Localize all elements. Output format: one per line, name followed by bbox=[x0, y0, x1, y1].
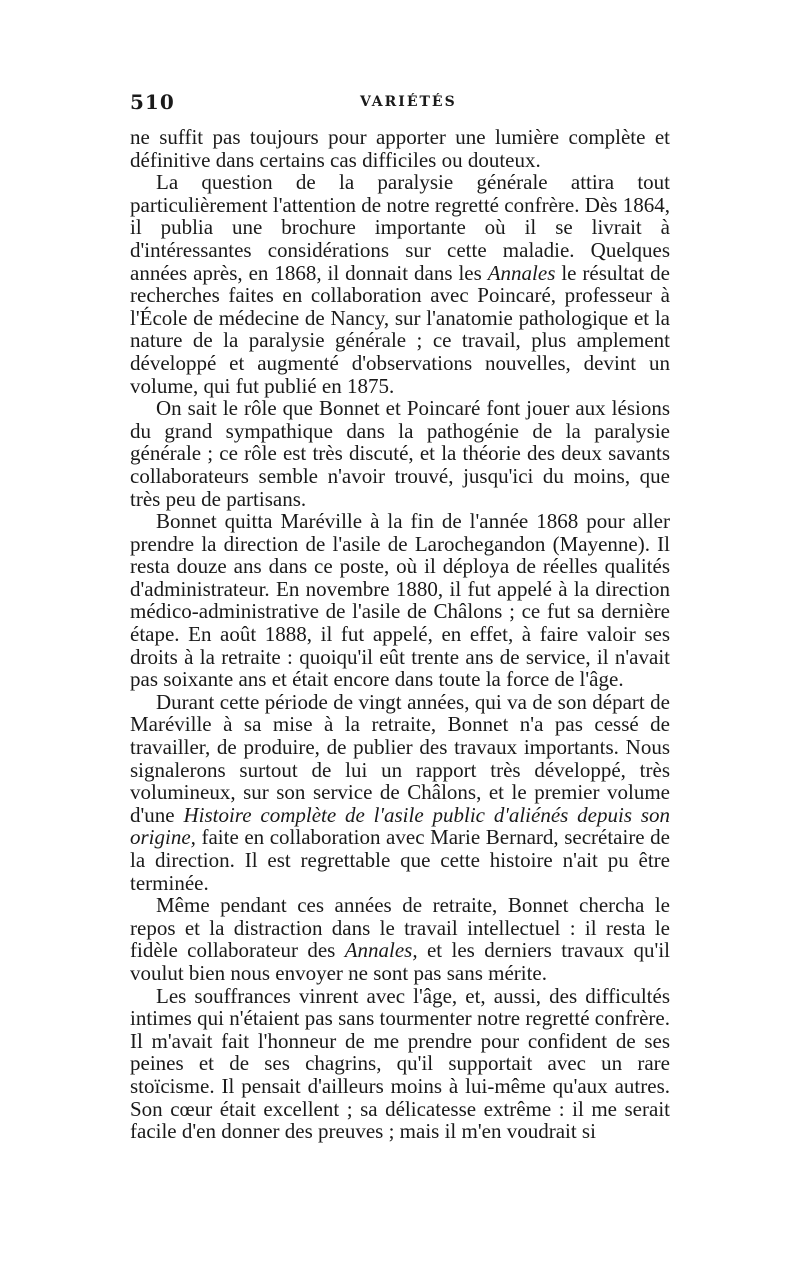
paragraph bbox=[130, 894, 670, 984]
paragraph-text: Durant cette période de vingt années, qui va de son départ de Maréville à sa mise à la retraite, Bonnet n'a pas cessé de travailler, de produire, de publier des travaux importants. Nous signalerons surtout de lui un rapport très développé, très volumineux, sur son service de Châlons, et le premier volume d'une bbox=[130, 689, 670, 827]
paragraph-text: et les derniers travaux qu'il voulut bien nous envoyer ne sont pas sans mérite. bbox=[130, 938, 670, 985]
paragraph-text: ne suffit pas toujours pour apporter une lumière complète et définitive dans certains cas difficiles ou douteux. bbox=[130, 125, 670, 172]
paragraph-text: On sait le rôle que Bonnet et Poincaré font jouer aux lésions du grand sympathique dans la pathogénie de la paralysie générale ; ce rôle est très discuté, et la théorie des deux savants collaborateurs semble n'avoir trouvé, jusqu'ici du moins, que très peu de partisans. bbox=[130, 396, 670, 511]
paragraph bbox=[130, 691, 670, 894]
paragraph-text: La question de la paralysie générale attira tout particulièrement l'attention de notre regretté confrère. Dès 1864, il publia une brochure importante où il se livrait à d'intéressantes considérations sur cette maladie. Quelques années après, en 1868, il donnait dans les bbox=[130, 170, 670, 285]
paragraph bbox=[130, 126, 670, 171]
running-head: VARIÉTÉS bbox=[360, 94, 457, 110]
paragraph-text: Les souffrances vinrent avec l'âge, et, aussi, des difficultés intimes qui n'étaient pas sans tourmenter notre regretté confrère. Il m'avait fait l'honneur de me prendre pour confident de ses peines et de ses chagrins, qu'il supportait avec un rare stoïcisme. Il pensait d'ailleurs moins à lui-même qu'aux autres. Son cœur était excellent ; sa délicatesse extrême : il me serait facile d'en donner des preuves ; mais il m'en voudrait si bbox=[130, 983, 670, 1144]
paragraph-text: le résultat de recherches faites en collaboration avec Poincaré, professeur à l'École de médecine de Nancy, sur l'anatomie pathologique et la nature de la paralysie générale ; ce travail, plus amplement développé et augmenté d'observations nouvelles, devint un volume, qui fut publié en 1875. bbox=[130, 260, 670, 398]
paragraph bbox=[130, 985, 670, 1143]
page-header bbox=[130, 90, 670, 120]
paragraph-text: faite en collaboration avec Marie Bernard, secrétaire de la direction. Il est regrettable que cette histoire n'ait pu être terminée. bbox=[130, 825, 670, 895]
journal-title: Annales, bbox=[344, 938, 418, 963]
body-text bbox=[130, 126, 670, 1143]
paragraph-text: Bonnet quitta Maréville à la fin de l'année 1868 pour aller prendre la direction de l'asile de Larochegandon (Mayenne). Il resta douze ans dans ce poste, où il déploya de réelles qualités d'administrateur. En novembre 1880, il fut appelé à la direction médico-administrative de l'asile de Châlons ; ce fut sa dernière étape. En août 1888, il fut appelé, en effet, à faire valoir ses droits à la retraite : quoiqu'il eût trente ans de service, il n'avait pas soixante ans et était encore dans toute la force de l'âge. bbox=[130, 509, 670, 692]
journal-title: Annales bbox=[487, 260, 556, 285]
page-number: 510 bbox=[130, 90, 175, 114]
book-title: Histoire complète de l'asile public d'aliénés depuis son origine, bbox=[130, 802, 671, 850]
paragraph bbox=[130, 397, 670, 510]
paragraph-text: Même pendant ces années de retraite, Bonnet chercha le repos et la distraction dans le travail intellectuel : il resta le fidèle collaborateur des bbox=[130, 893, 670, 963]
paragraph bbox=[130, 510, 670, 691]
paragraph bbox=[130, 171, 670, 397]
